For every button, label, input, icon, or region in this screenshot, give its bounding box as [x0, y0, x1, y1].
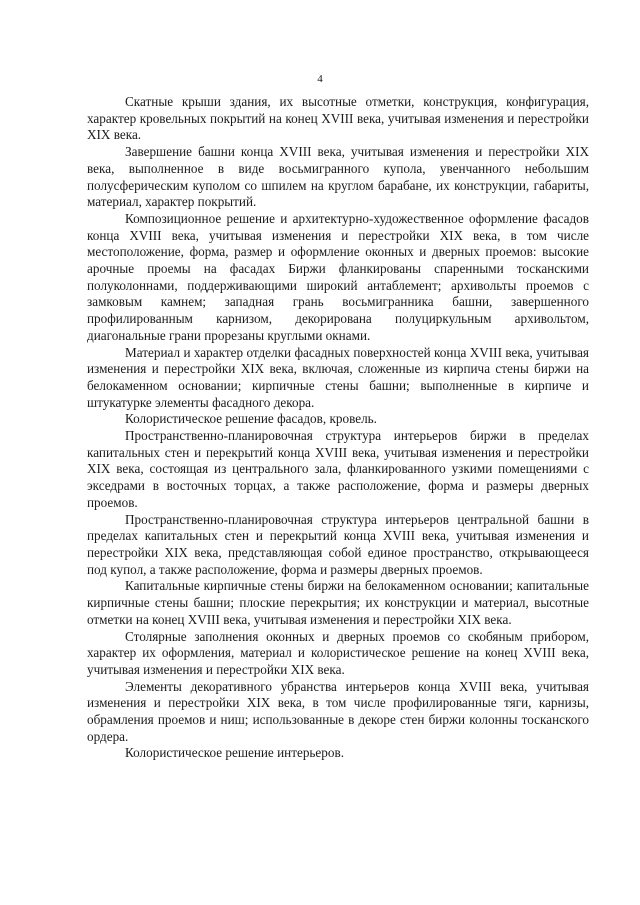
paragraph-tower-interior-layout: Пространственно-планировочная структура интерьеров центральной башни в пределах капитальных стен и перекрытий конца XVIII века, учитывая изменения и перестройки XIX века, представляющая собой единое пространство, открывающееся под купол, а также расположение, форма и размеры дверных проемов.	[87, 511, 589, 577]
paragraph-facade-materials: Материал и характер отделки фасадных поверхностей конца XVIII века, учитывая изменения и перестройки XIX века, включая, сложенные из кирпича стены биржи на белокаменном основании; кирпичные стены башни; выполненные в кирпиче и штукатурке элементы фасадного декора.	[87, 344, 589, 410]
paragraph-interior-color: Колористическое решение интерьеров.	[125, 745, 344, 761]
paragraph-interior-decor: Элементы декоративного убранства интерьеров конца XVIII века, учитывая изменения и перестройки XIX века, в том числе профилированные тяги, карнизы, обрамления проемов и ниш; использованные в декоре стен биржи колонны тосканского ордера.	[87, 678, 589, 744]
paragraph-tower-crown: Завершение башни конца XVIII века, учитывая изменения и перестройки XIX века, выполненное в виде восьмигранного купола, увенчанного небольшим полусферическим куполом со шпилем на круглом барабане, их конструкции, габариты, материал, характер покрытий.	[87, 144, 589, 210]
paragraph-facade-composition: Композиционное решение и архитектурно-художественное оформление фасадов конца XVIII века, учитывая изменения и перестройки XIX века, в том числе местоположение, форма, размер и оформление оконных и дверных проемов: высокие арочные проемы на фасадах Биржи фланкированы спаренными тосканскими полуколоннами, поддерживающими широкий антаблемент; архивольты проемов с замковым камнем; западная грань восьмигранника башни, завершенного профилированным карнизом, декорирована полуциркульным архивольтом, диагональные грани прорезаны круглыми окнами.	[87, 210, 589, 343]
page-number: 4	[317, 73, 323, 85]
paragraph-facade-color: Колористическое решение фасадов, кровель.	[125, 411, 377, 427]
paragraph-roofs: Скатные крыши здания, их высотные отметки, конструкция, конфигурация, характер кровельных покрытий на конец XVIII века, учитывая изменения и перестройки XIX века.	[87, 94, 589, 143]
paragraph-joinery: Столярные заполнения оконных и дверных проемов со скобяным прибором, характер их оформления, материал и колористическое решение на конец XVIII века, учитывая изменения и перестройки XIX века.	[87, 628, 589, 677]
paragraph-exchange-interior-layout: Пространственно-планировочная структура интерьеров биржи в пределах капитальных стен и перекрытий конца XVIII века, учитывая изменения и перестройки XIX века, состоящая из центрального зала, фланкированного узкими помещениями с экседрами в восточных торцах, а также расположение, форма и размеры дверных проемов.	[87, 428, 589, 510]
paragraph-capital-walls: Капитальные кирпичные стены биржи на белокаменном основании; капитальные кирпичные стены башни; плоские перекрытия; их конструкции и материал, высотные отметки на конец XVIII века, учитывая изменения и перестройки XIX века.	[87, 578, 589, 627]
document-body	[87, 94, 589, 762]
